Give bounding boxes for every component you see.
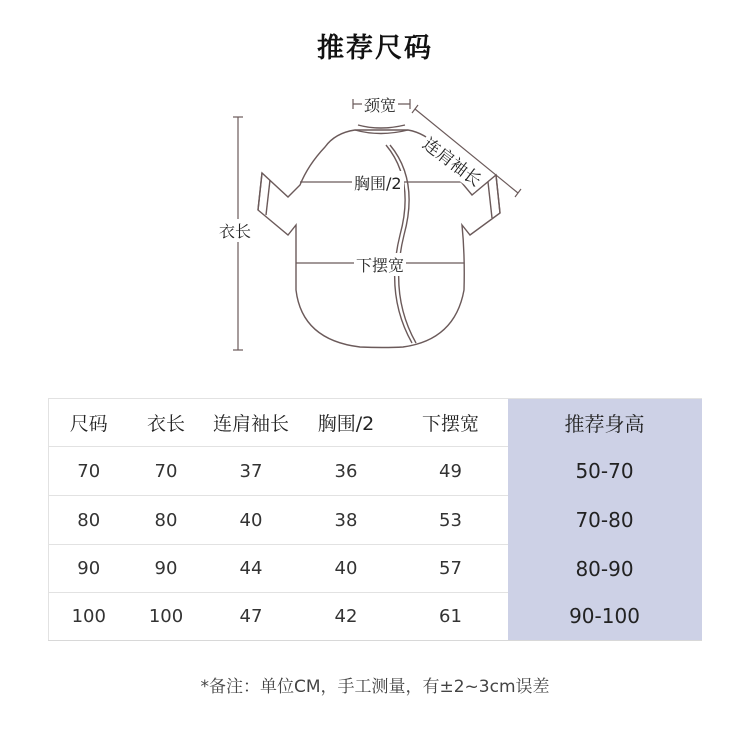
page-title: 推荐尺码 xyxy=(317,33,433,64)
header-sleeve: 连肩袖长 xyxy=(204,399,299,447)
cell-hem: 49 xyxy=(394,447,508,496)
cell-size: 70 xyxy=(49,447,129,496)
cell-height: 70-80 xyxy=(508,496,702,545)
header-size: 尺码 xyxy=(49,399,129,447)
length-label: 衣长 xyxy=(217,219,253,242)
neck-width-label: 颈宽 xyxy=(362,93,398,116)
header-hem: 下摆宽 xyxy=(394,399,508,447)
garment-diagram xyxy=(200,85,540,370)
cell-hem: 57 xyxy=(394,545,508,593)
cell-sleeve: 37 xyxy=(204,447,299,496)
cell-sleeve: 40 xyxy=(204,496,299,545)
header-recommend-height: 推荐身高 xyxy=(508,399,702,447)
sleeve-length-label: 连肩袖长 xyxy=(417,129,490,192)
header-length: 衣长 xyxy=(129,399,204,447)
measurement-note: *备注：单位CM，手工测量，有±2~3cm误差 xyxy=(200,677,550,697)
cell-size: 90 xyxy=(49,545,129,593)
table-row xyxy=(49,545,702,593)
cell-length: 80 xyxy=(129,496,204,545)
hem-width-label: 下摆宽 xyxy=(354,253,406,276)
cell-length: 70 xyxy=(129,447,204,496)
cell-sleeve: 44 xyxy=(204,545,299,593)
table-row xyxy=(49,447,702,496)
table-row xyxy=(49,496,702,545)
cell-height: 80-90 xyxy=(508,545,702,593)
cell-chest: 38 xyxy=(299,496,394,545)
cell-height: 50-70 xyxy=(508,447,702,496)
cell-height: 90-100 xyxy=(508,593,702,641)
header-chest: 胸围/2 xyxy=(299,399,394,447)
cell-length: 90 xyxy=(129,545,204,593)
cell-chest: 36 xyxy=(299,447,394,496)
cell-sleeve: 47 xyxy=(204,593,299,641)
cell-chest: 40 xyxy=(299,545,394,593)
cell-size: 80 xyxy=(49,496,129,545)
cell-size: 100 xyxy=(49,593,129,641)
cell-hem: 61 xyxy=(394,593,508,641)
cell-chest: 42 xyxy=(299,593,394,641)
cell-length: 100 xyxy=(129,593,204,641)
size-table xyxy=(48,398,702,641)
cell-hem: 53 xyxy=(394,496,508,545)
table-row xyxy=(49,593,702,641)
chest-label: 胸围/2 xyxy=(352,171,404,194)
table-header-row xyxy=(49,399,702,447)
